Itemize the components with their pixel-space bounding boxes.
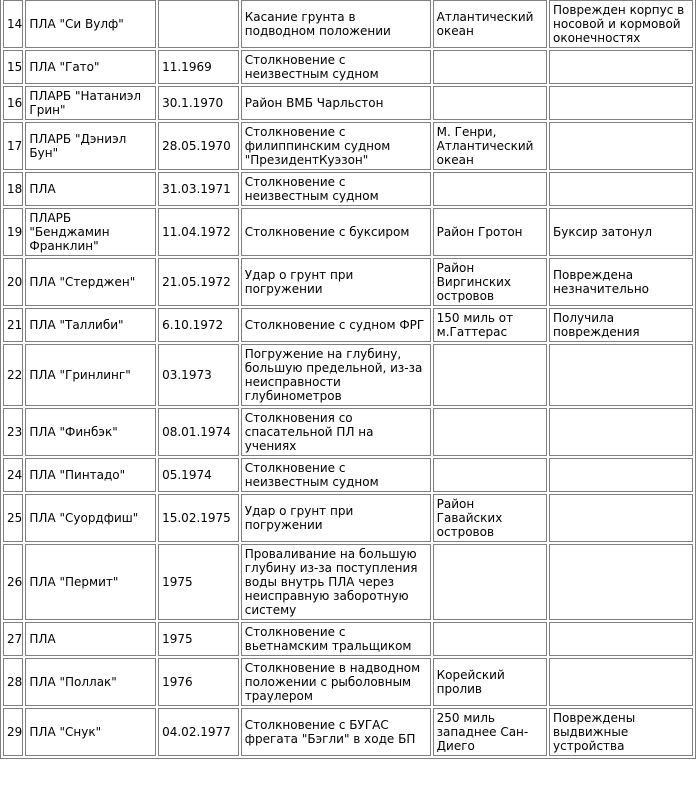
row-number: 20: [3, 258, 23, 306]
vessel-name: ПЛА "Гринлинг": [25, 344, 156, 406]
row-number: 14: [3, 0, 23, 48]
table-row: [3, 50, 693, 84]
vessel-name: ПЛА "Суордфиш": [25, 494, 156, 542]
row-number: 21: [3, 308, 23, 342]
table-row: [3, 458, 693, 492]
vessel-name: ПЛА "Пинтадо": [25, 458, 156, 492]
incident-date: 08.01.1974: [158, 408, 239, 456]
incident-location: [433, 86, 547, 120]
row-number: 17: [3, 122, 23, 170]
row-number: 18: [3, 172, 23, 206]
vessel-name: ПЛА: [25, 172, 156, 206]
incident-date: 15.02.1975: [158, 494, 239, 542]
incident-outcome: [549, 622, 693, 656]
incident-outcome: [549, 344, 693, 406]
incident-location: Район Гавайских островов: [433, 494, 547, 542]
row-number: 29: [3, 708, 23, 756]
vessel-name: ПЛАРБ "Натаниэл Грин": [25, 86, 156, 120]
vessel-name: ПЛА "Стерджен": [25, 258, 156, 306]
incident-description: Проваливание на большую глубину из-за поступления воды внутрь ПЛА через неисправную заборотную систему: [241, 544, 431, 620]
incident-date: 1975: [158, 544, 239, 620]
incident-outcome: Буксир затонул: [549, 208, 693, 256]
vessel-name: ПЛАРБ "Дэниэл Бун": [25, 122, 156, 170]
incident-date: 6.10.1972: [158, 308, 239, 342]
vessel-name: ПЛА "Финбэк": [25, 408, 156, 456]
table-row: [3, 622, 693, 656]
table-row: [3, 344, 693, 406]
incident-location: [433, 622, 547, 656]
incident-location: [433, 458, 547, 492]
incident-description: Столкновение с неизвестным судном: [241, 50, 431, 84]
incident-description: Столкновение в надводном положении с рыболовным траулером: [241, 658, 431, 706]
row-number: 15: [3, 50, 23, 84]
incident-description: Столкновение с вьетнамским тральщиком: [241, 622, 431, 656]
incident-outcome: [549, 50, 693, 84]
incident-location: Район Виргинских островов: [433, 258, 547, 306]
table-row: [3, 658, 693, 706]
incident-description: Удар о грунт при погружении: [241, 258, 431, 306]
incident-date: 30.1.1970: [158, 86, 239, 120]
incident-date: 11.04.1972: [158, 208, 239, 256]
table-row: [3, 122, 693, 170]
row-number: 25: [3, 494, 23, 542]
incident-description: Столкновение с неизвестным судном: [241, 172, 431, 206]
incident-date: 1976: [158, 658, 239, 706]
incident-date: 11.1969: [158, 50, 239, 84]
table-row: [3, 86, 693, 120]
table-row: [3, 408, 693, 456]
incident-date: 21.05.1972: [158, 258, 239, 306]
incident-date: 04.02.1977: [158, 708, 239, 756]
table-row: [3, 308, 693, 342]
incident-outcome: [549, 544, 693, 620]
incident-outcome: Поврежден корпус в носовой и кормовой оконечностях: [549, 0, 693, 48]
incident-description: Столкновение с судном ФРГ: [241, 308, 431, 342]
vessel-name: ПЛА "Снук": [25, 708, 156, 756]
row-number: 28: [3, 658, 23, 706]
table-row: [3, 494, 693, 542]
incident-location: М. Генри, Атлантический океан: [433, 122, 547, 170]
incident-location: 250 миль западнее Сан-Диего: [433, 708, 547, 756]
incident-outcome: [549, 408, 693, 456]
incident-description: Столкновение с буксиром: [241, 208, 431, 256]
row-number: 26: [3, 544, 23, 620]
row-number: 22: [3, 344, 23, 406]
incident-location: Район Гротон: [433, 208, 547, 256]
vessel-name: ПЛА "Си Вулф": [25, 0, 156, 48]
incident-outcome: [549, 458, 693, 492]
incident-date: [158, 0, 239, 48]
row-number: 19: [3, 208, 23, 256]
incident-outcome: [549, 172, 693, 206]
row-number: 16: [3, 86, 23, 120]
incident-outcome: [549, 86, 693, 120]
incident-location: [433, 50, 547, 84]
incident-location: Корейский пролив: [433, 658, 547, 706]
incident-description: Столкновения со спасательной ПЛ на учениях: [241, 408, 431, 456]
incident-outcome: Повреждена незначительно: [549, 258, 693, 306]
incident-location: [433, 172, 547, 206]
incident-location: 150 миль от м.Гаттерас: [433, 308, 547, 342]
incident-location: [433, 544, 547, 620]
incident-description: Удар о грунт при погружении: [241, 494, 431, 542]
table-row: [3, 172, 693, 206]
incident-date: 28.05.1970: [158, 122, 239, 170]
incident-outcome: Повреждены выдвижные устройства: [549, 708, 693, 756]
row-number: 23: [3, 408, 23, 456]
incident-date: 31.03.1971: [158, 172, 239, 206]
incident-date: 05.1974: [158, 458, 239, 492]
table-row: [3, 544, 693, 620]
incident-outcome: [549, 658, 693, 706]
vessel-name: ПЛАРБ "Бенджамин Франклин": [25, 208, 156, 256]
incident-description: Район ВМБ Чарльстон: [241, 86, 431, 120]
incident-date: 03.1973: [158, 344, 239, 406]
incident-outcome: Получила повреждения: [549, 308, 693, 342]
incident-location: [433, 344, 547, 406]
incident-outcome: [549, 494, 693, 542]
incident-description: Столкновение с филиппинским судном "ПрезидентКуэзон": [241, 122, 431, 170]
vessel-name: ПЛА "Поллак": [25, 658, 156, 706]
row-number: 24: [3, 458, 23, 492]
incident-description: Столкновение с БУГАС фрегата "Бэгли" в ходе БП: [241, 708, 431, 756]
table-row: [3, 708, 693, 756]
table-row: [3, 0, 693, 48]
vessel-name: ПЛА "Пермит": [25, 544, 156, 620]
incident-date: 1975: [158, 622, 239, 656]
incident-description: Столкновение с неизвестным судном: [241, 458, 431, 492]
vessel-name: ПЛА "Гато": [25, 50, 156, 84]
incidents-table-body: [3, 0, 693, 756]
table-row: [3, 258, 693, 306]
incident-description: Погружение на глубину, большую предельной, из-за неисправности глубинометров: [241, 344, 431, 406]
incident-description: Касание грунта в подводном положении: [241, 0, 431, 48]
incident-outcome: [549, 122, 693, 170]
row-number: 27: [3, 622, 23, 656]
incident-location: [433, 408, 547, 456]
incident-location: Атлантический океан: [433, 0, 547, 48]
vessel-name: ПЛА: [25, 622, 156, 656]
table-row: [3, 208, 693, 256]
vessel-name: ПЛА "Таллиби": [25, 308, 156, 342]
